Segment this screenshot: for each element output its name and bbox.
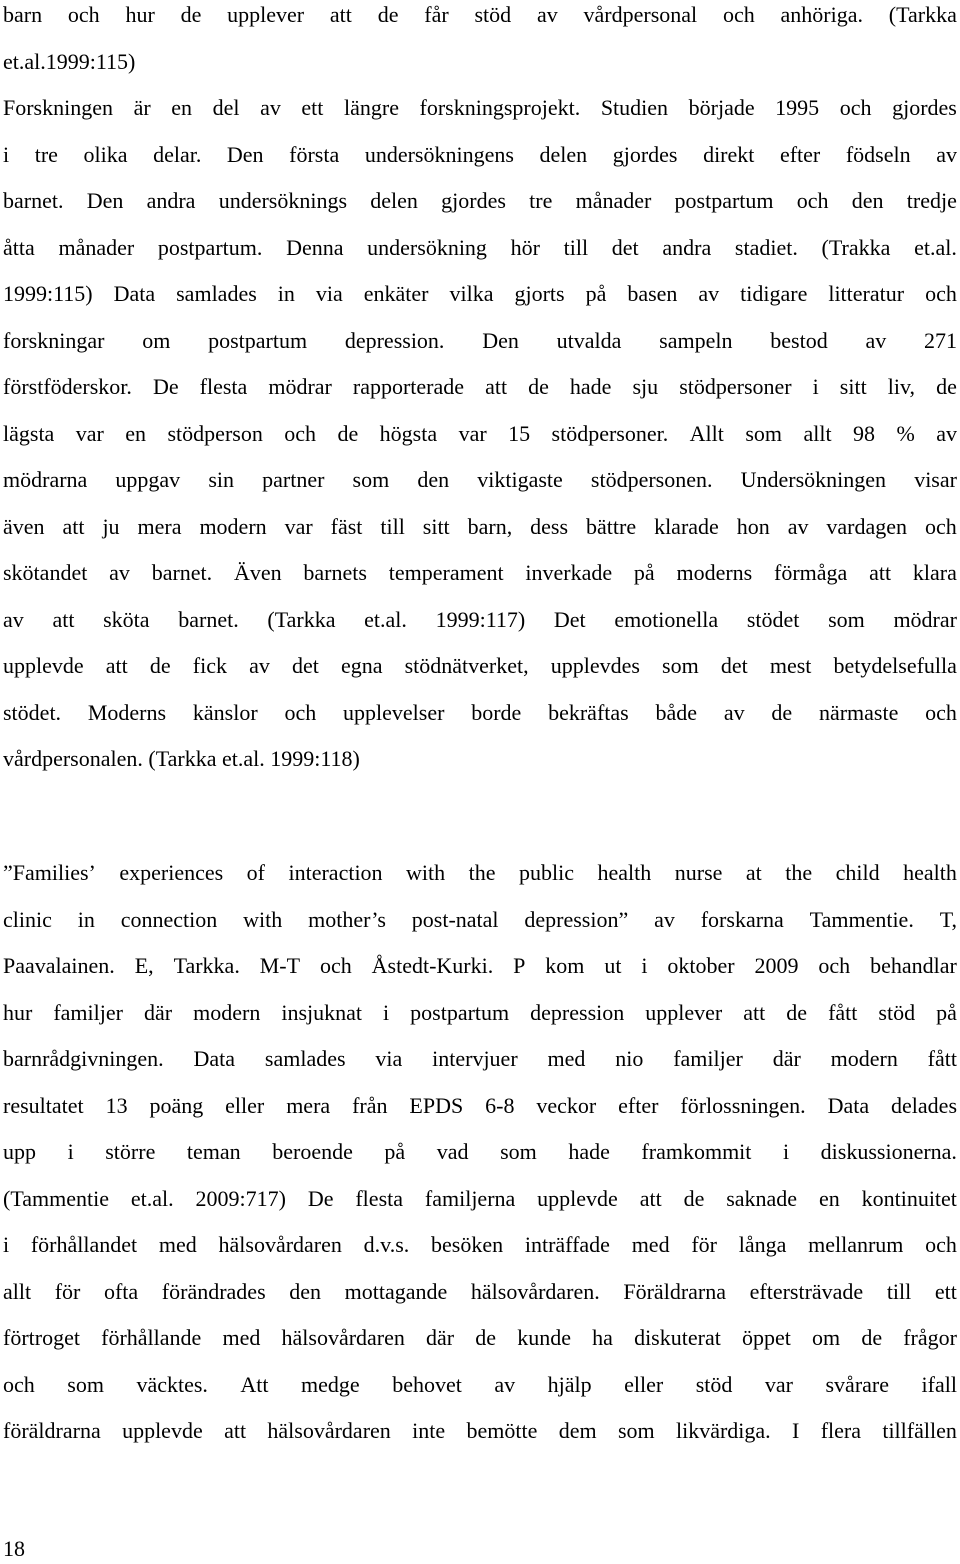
text-line: resultatet 13 poäng eller mera från EPDS 6-8 veckor efter förlossningen. Data delades <box>3 1092 957 1118</box>
text-line: i förhållandet med hälsovårdaren d.v.s. besöken inträffade med för långa mellanrum och <box>3 1232 957 1257</box>
text-line: barn och hur de upplever att de får stöd av vårdpersonal och anhöriga. (Tarkka <box>3 2 957 27</box>
text-line: lägsta var en stödperson och de högsta var 15 stödpersoner. Allt som allt 98 % av <box>3 420 957 446</box>
text-line: upp i större teman beroende på vad som hade framkommit i diskussionerna. <box>3 1139 957 1164</box>
text-line: vårdpersonalen. (Tarkka et.al. 1999:118) <box>3 746 360 771</box>
text-line: av att sköta barnet. (Tarkka et.al. 1999:117) Det emotionella stödet som mödrar <box>3 606 957 632</box>
text-line: förstföderskor. De flesta mödrar rapporterade att de hade sju stödpersoner i sitt liv, de <box>3 374 957 399</box>
text-line: upplevde att de fick av det egna stödnätverket, upplevdes som det mest betydelsefulla <box>3 653 957 678</box>
text-line: ”Families’ experiences of interaction with the public health nurse at the child health <box>3 860 957 885</box>
text-line: stödet. Moderns känslor och upplevelser borde bekräftas både av de närmaste och <box>3 699 957 725</box>
text-line: barnrådgivningen. Data samlades via intervjuer med nio familjer där modern fått <box>3 1046 957 1071</box>
text-line: mödrarna uppgav sin partner som den viktigaste stödpersonen. Undersökningen visar <box>3 467 957 492</box>
text-line: även att ju mera modern var fäst till sitt barn, dess bättre klarade hon av vardagen och <box>3 513 957 539</box>
text-line: Forskningen är en del av ett längre forskningsprojekt. Studien började 1995 och gjordes <box>3 95 957 120</box>
text-line: 1999:115) Data samlades in via enkäter vilka gjorts på basen av tidigare litteratur och <box>3 281 957 306</box>
page-number: 18 <box>3 1536 25 1561</box>
text-line: clinic in connection with mother’s post-natal depression” av forskarna Tammentie. T, <box>3 906 957 932</box>
text-line: och som väcktes. Att medge behovet av hjälp eller stöd var svårare ifall <box>3 1371 957 1397</box>
text-line: åtta månader postpartum. Denna undersökning hör till det andra stadiet. (Trakka et.al. <box>3 234 957 260</box>
text-line: barnet. Den andra undersöknings delen gjordes tre månader postpartum och den tredje <box>3 188 957 213</box>
text-line: Paavalainen. E, Tarkka. M-T och Åstedt-Kurki. P kom ut i oktober 2009 och behandlar <box>3 953 957 978</box>
text-line: allt för ofta förändrades den mottagande hälsovårdaren. Föräldrarna eftersträvade till ett <box>3 1278 957 1304</box>
text-line: föräldrarna upplevde att hälsovårdaren inte bemötte dem som likvärdiga. I flera tillfällen <box>3 1418 957 1443</box>
text-line: i tre olika delar. Den första undersökningens delen gjordes direkt efter födseln av <box>3 141 957 167</box>
text-line: hur familjer där modern insjuknat i postpartum depression upplever att de fått stöd på <box>3 999 957 1025</box>
text-line: förtroget förhållande med hälsovårdaren där de kunde ha diskuterat öppet om de frågor <box>3 1325 957 1350</box>
text-line: skötandet av barnet. Även barnets temperament inverkade på moderns förmåga att klara <box>3 560 957 585</box>
text-line: (Tammentie et.al. 2009:717) De flesta familjerna upplevde att de saknade en kontinuitet <box>3 1185 957 1211</box>
text-line: forskningar om postpartum depression. Den utvalda sampeln bestod av 271 <box>3 327 957 353</box>
text-line: et.al.1999:115) <box>3 48 136 74</box>
